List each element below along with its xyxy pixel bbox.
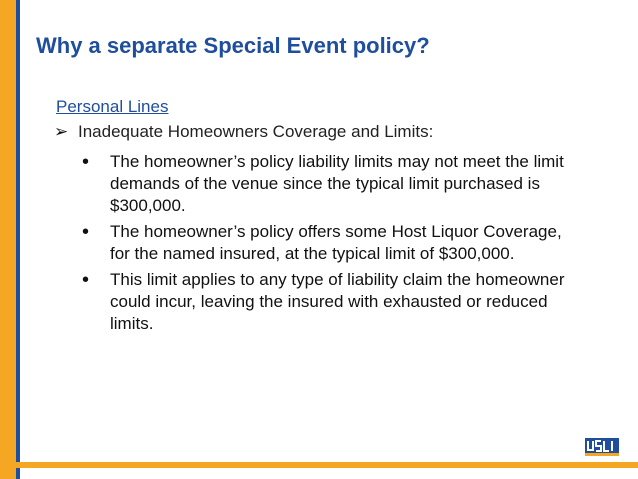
bottom-accent-bar [0, 462, 638, 468]
slide-title: Why a separate Special Event policy? [36, 33, 430, 58]
left-accent-bar-orange [0, 0, 16, 479]
arrow-bullet-icon: ➢ [54, 122, 69, 141]
bullet-dot-icon: • [82, 269, 90, 291]
arrow-list-item-text: Inadequate Homeowners Coverage and Limits: [78, 122, 434, 141]
slide-body [56, 96, 616, 339]
bullet-text: This limit applies to any type of liability claim the homeowner could incur, leaving the insured with exhausted or reduced limits. [110, 270, 565, 333]
bullet-dot-icon: • [82, 151, 90, 173]
usli-logo-icon [585, 438, 619, 456]
section-label: Personal Lines [56, 97, 169, 116]
left-accent-bar-blue [16, 0, 20, 479]
bullet-text: The homeowner’s policy liability limits may not meet the limit demands of the venue since the typical limit purchased is $300,000. [110, 152, 564, 215]
bullet-text: The homeowner’s policy offers some Host Liquor Coverage, for the named insured, at the typical limit of $300,000. [110, 222, 562, 263]
bullet-item [80, 151, 616, 217]
bullet-list [80, 151, 616, 335]
arrow-list-item [56, 121, 616, 143]
bullet-item [80, 221, 616, 265]
bullet-item [80, 269, 616, 335]
bullet-dot-icon: • [82, 221, 90, 243]
